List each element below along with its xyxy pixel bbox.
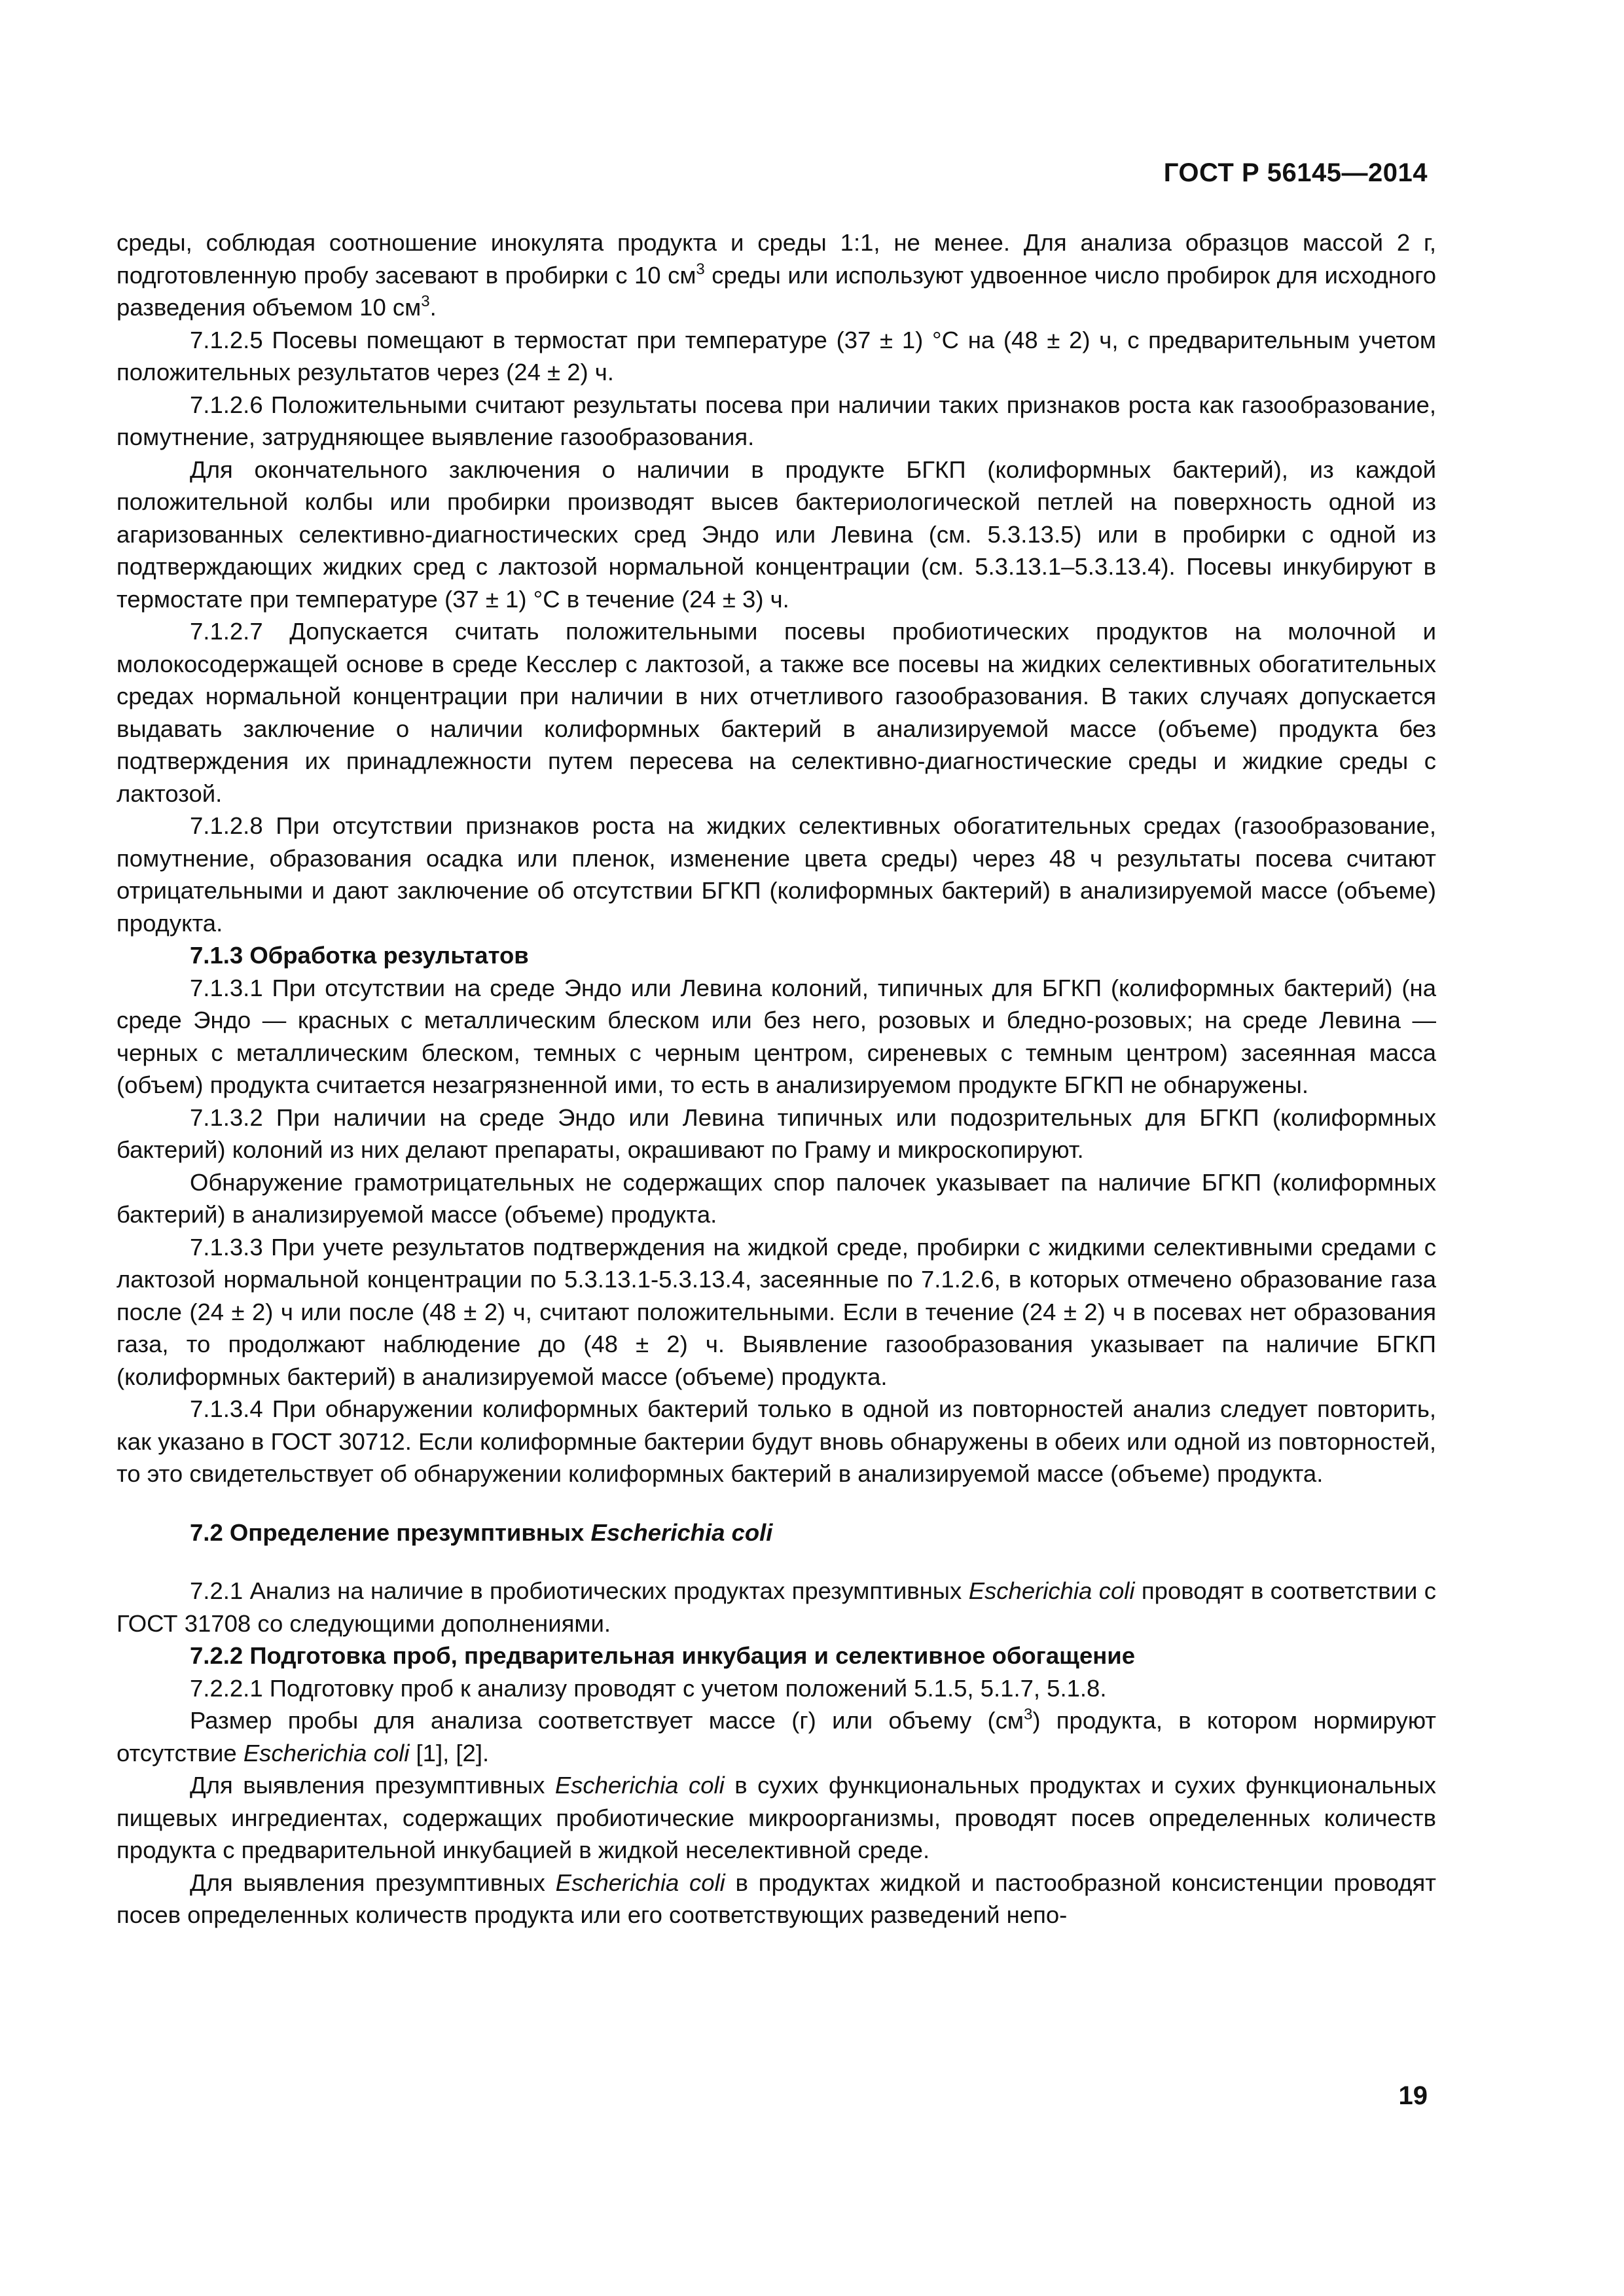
text-run: 7.1.2.8 При отсутствии признаков роста на жидких селективных обогатительных средах (газообразование, помутнение, образования осадка или пленок, изменение цвета среды) через 48 ч результаты посева считают отрицательными и дают заключение об отсутствии БГКП (колиформных бактерий) в анализируемой массе (объеме) продукта. (117, 812, 1436, 937)
text-run: среды или используют удвоенное число пробирок для исходного разведения объемом 10 см (117, 261, 1436, 321)
paragraph (117, 615, 1436, 810)
paragraph (117, 1704, 1436, 1769)
text-run: 7.1.2.7 Допускается считать положительными посевы пробиотических продуктов на молочной и молокосодержащей основе в среде Кесслер с лактозой, а также все посевы на жидких селективных обогатительных средах нормальной концентрации при наличии в них отчетливого газообразования. В таких случаях допускается выдавать заключение о наличии колиформных бактерий в анализируемой массе (объеме) продукта без подтверждения их принадлежности путем пересева на селективно-диагностические среды и жидкие среды с лактозой. (117, 618, 1436, 807)
text-run: проводят в соответствии с ГОСТ 31708 со следующими дополнениями. (117, 1577, 1437, 1637)
text-run: 7.1.3.4 При обнаружении колиформных бактерий только в одной из повторностей анализ следует повторить, как указано в ГОСТ 30712. Если колиформные бактерии будут вновь обнаружены в обеих или одной из повторностей, то это свидетельствует об обнаружении колиформных бактерий в анализируемой массе (объеме) продукта. (117, 1395, 1436, 1487)
text-run: в продуктах жидкой и пастообразной консистенции проводят посев определенных количеств продукта или его соответствующих разведений непо- (117, 1869, 1437, 1928)
paragraph (117, 810, 1436, 939)
section-heading (117, 939, 1436, 972)
text-run: 7.2.1 Анализ на наличие в пробиотических продуктах презумптивных (190, 1577, 969, 1604)
text-run: . (429, 294, 437, 321)
section-heading (117, 1516, 1436, 1549)
paragraph (117, 226, 1436, 324)
text-run: Для выявления презумптивных (190, 1869, 556, 1896)
text-run: [1], [2]. (409, 1739, 490, 1767)
paragraph (117, 454, 1436, 616)
text-run: Размер пробы для анализа соответствует массе (г) или объему (см (190, 1707, 1024, 1734)
paragraph (117, 324, 1436, 389)
body-text (117, 226, 1436, 1931)
text-run: 7.2.2 Подготовка проб, предварительная инкубация и селективное обогащение (190, 1642, 1136, 1669)
text-run: Для окончательного заключения о наличии в продукте БГКП (колиформных бактерий), из каждой положительной колбы или пробирки производят высев бактериологической петлей на поверхность одной из агаризованных селективно-диагностических сред Эндо или Левина (см. 5.3.13.5) или в пробирки с одной из подтверждающих жидких сред с лактозой нормальной концентрации (см. 5.3.13.1–5.3.13.4). Посевы инкубируют в термостате при температуре (37 ± 1) °С в течение (24 ± 3) ч. (117, 456, 1436, 613)
text-run: среды, соблюдая соотношение инокулята продукта и среды 1:1, не менее. Для анализа образцов массой 2 г, подготовленную пробу засевают в пробирки с 10 см (117, 229, 1436, 289)
superscript: 3 (696, 260, 705, 278)
text-run: в сухих функциональных продуктах и сухих функциональных пищевых ингредиентах, содержащих пробиотические микроорганизмы, проводят посев определенных количеств продукта с предварительной инкубацией в жидкой неселективной среде. (117, 1772, 1437, 1863)
paragraph (117, 1769, 1436, 1867)
paragraph (117, 389, 1436, 454)
italic-term: Escherichia coli (968, 1577, 1135, 1604)
text-run: 7.1.3 Обработка результатов (190, 942, 529, 969)
italic-term: Escherichia coli (555, 1869, 725, 1896)
paragraph (117, 1672, 1436, 1705)
italic-term: Escherichia coli (590, 1518, 773, 1546)
italic-term: Escherichia coli (554, 1772, 725, 1799)
section-heading (117, 1640, 1436, 1672)
text-run: 7.1.2.6 Положительными считают результаты посева при наличии таких признаков роста как газообразование, помутнение, затрудняющее выявление газообразования. (117, 391, 1436, 450)
paragraph (117, 1166, 1436, 1231)
page-number: 19 (1398, 2081, 1428, 2110)
paragraph (117, 1102, 1436, 1166)
paragraph (117, 1231, 1436, 1393)
text-run: Обнаружение грамотрицательных не содержащих спор палочек указывает па наличие БГКП (колиформных бактерий) в анализируемой массе (объеме) продукта. (117, 1168, 1436, 1228)
paragraph (117, 1575, 1436, 1640)
paragraph (117, 1393, 1436, 1490)
text-run: 7.1.3.2 При наличии на среде Эндо или Левина типичных или подозрительных для БГКП (колиформных бактерий) колоний из них делают препараты, окрашивают по Граму и микроскопируют. (117, 1103, 1436, 1163)
standard-code-header: ГОСТ Р 56145—2014 (1163, 158, 1428, 187)
text-run: 7.1.2.5 Посевы помещают в термостат при температуре (37 ± 1) °С на (48 ± 2) ч, с предварительным учетом положительных результатов через (24 ± 2) ч. (117, 326, 1436, 386)
text-run: 7.1.3.3 При учете результатов подтверждения на жидкой среде, пробирки с жидкими селективными средами с лактозой нормальной концентрации по 5.3.13.1-5.3.13.4, засеянные по 7.1.2.6, в которых отмечено образование газа после (24 ± 2) ч или после (48 ± 2) ч, считают положительными. Если в течение (24 ± 2) ч в посевах нет образования газа, то продолжают наблюдение до (48 ± 2) ч. Выявление газообразования указывает па наличие БГКП (колиформных бактерий) в анализируемой массе (объеме) продукта. (117, 1233, 1436, 1390)
superscript: 3 (1024, 1706, 1033, 1723)
text-run: 7.2.2.1 Подготовку проб к анализу проводят с учетом положений 5.1.5, 5.1.7, 5.1.8. (190, 1674, 1107, 1702)
text-run: 7.1.3.1 При отсутствии на среде Эндо или Левина колоний, типичных для БГКП (колиформных бактерий) (на среде Эндо — красных с металлическим блеском или без него, розовых и бледно-розовых; на среде Левина — черных с металлическим блеском, темных с черным центром, сиреневых с темным центром) засеянная масса (объем) продукта считается незагрязненной ими, то есть в анализируемом продукте БГКП не обнаружены. (117, 974, 1436, 1098)
text-run: ) продукта, в котором нормируют отсутствие (117, 1707, 1436, 1767)
paragraph (117, 972, 1436, 1102)
italic-term: Escherichia coli (243, 1739, 410, 1767)
text-run: Для выявления презумптивных (190, 1772, 555, 1799)
text-run: 7.2 Определение презумптивных (190, 1518, 591, 1546)
paragraph (117, 1867, 1436, 1931)
superscript: 3 (421, 293, 430, 310)
